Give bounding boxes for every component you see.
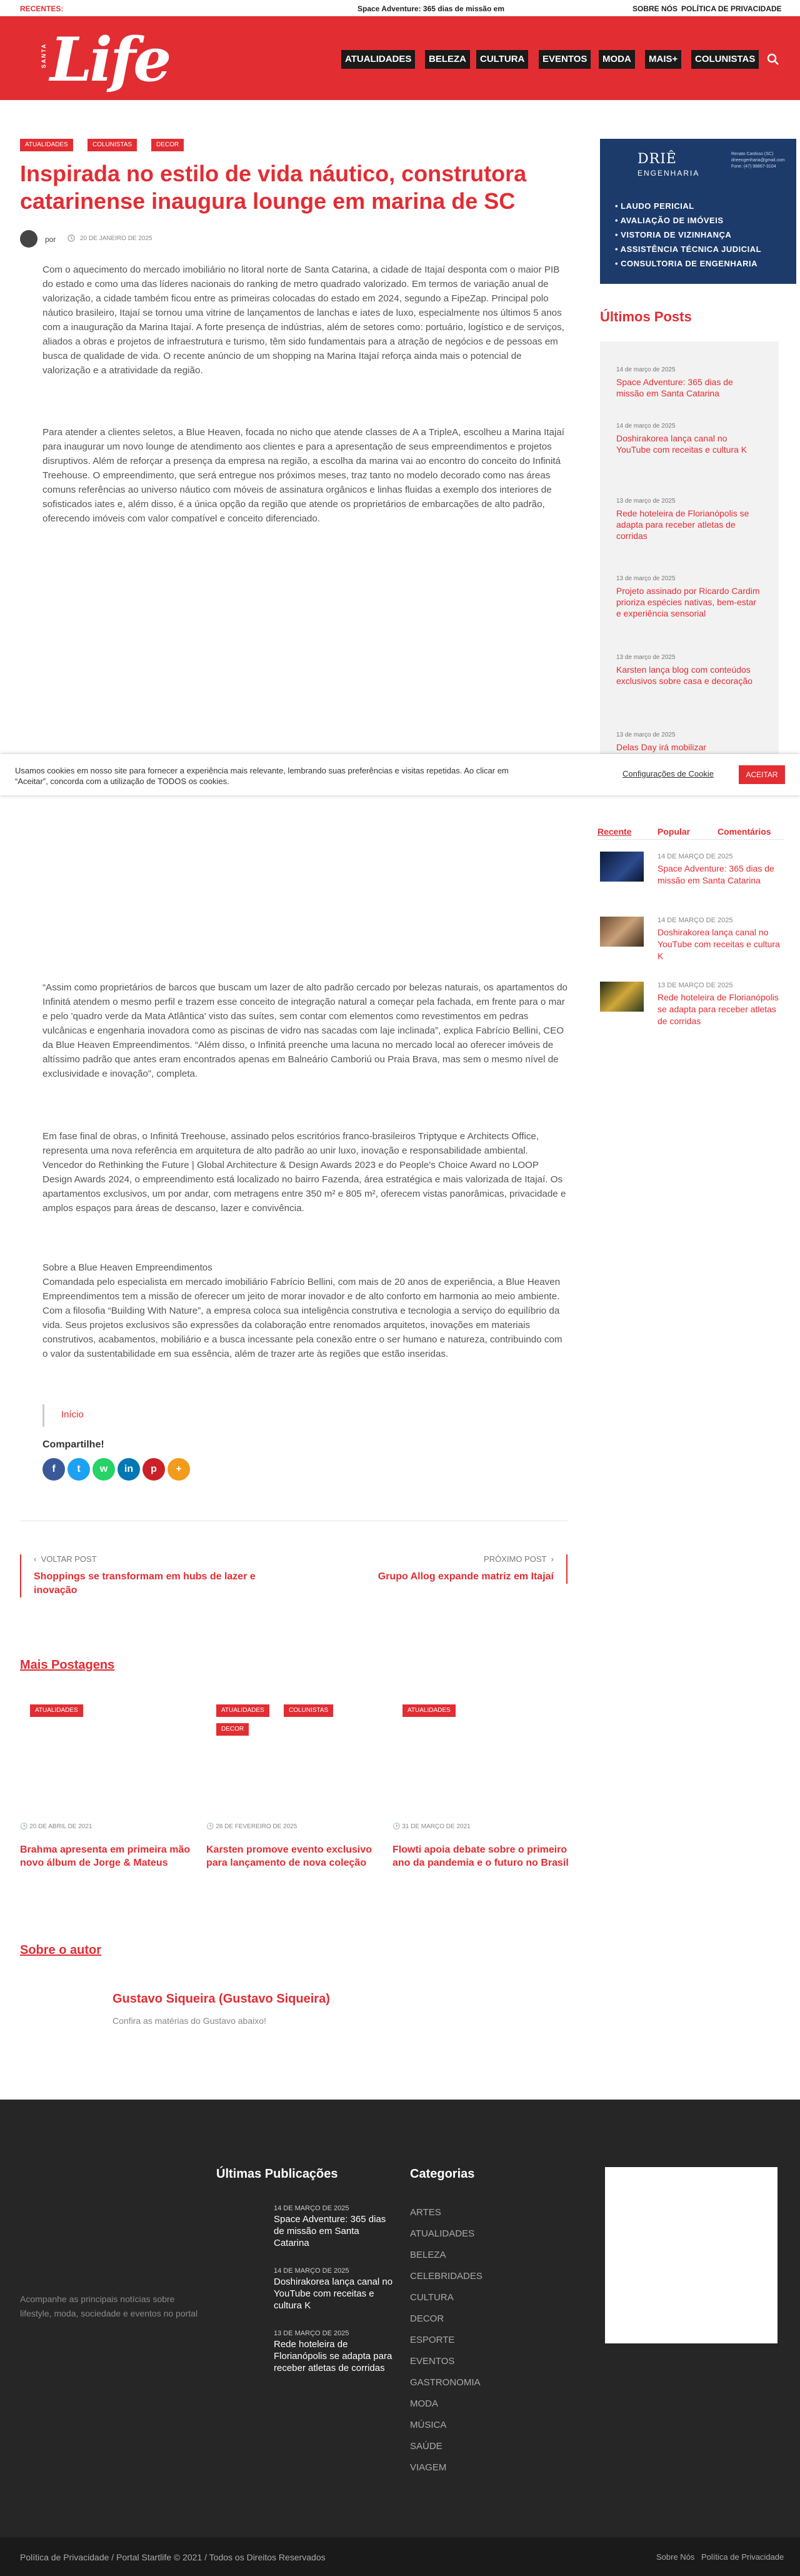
- more-post-tag[interactable]: ATUALIDADES: [216, 1704, 269, 1717]
- footer-category-link[interactable]: DECOR: [410, 2313, 444, 2324]
- footer-post-date: 14 DE MARÇO DE 2025: [274, 2205, 349, 2212]
- more-post-title[interactable]: Flowti apoia debate sobre o primeiro ano da pandemia e o futuro no Brasil: [392, 1844, 569, 1868]
- pinterest-share-icon[interactable]: p: [142, 1458, 165, 1481]
- footer-category-link[interactable]: MÚSICA: [410, 2420, 447, 2430]
- tab-post-title[interactable]: Rede hoteleira de Florianópolis se adapta para receber atletas de corridas: [658, 992, 779, 1026]
- clock-icon: [68, 234, 75, 242]
- latest-post-date: 14 de março de 2025: [616, 366, 676, 373]
- tab-post-title[interactable]: Doshirakorea lança canal no YouTube com receitas e cultura K: [658, 927, 780, 961]
- tag-colunistas[interactable]: COLUNISTAS: [88, 139, 137, 151]
- previous-post-label: ‹ VOLTAR POST: [34, 1554, 97, 1564]
- previous-post-link[interactable]: [20, 1554, 282, 1597]
- cookie-banner: [0, 754, 800, 795]
- cookie-settings-link[interactable]: Configurações de Cookie: [622, 769, 714, 778]
- more-post-title[interactable]: Brahma apresenta em primeira mão novo álbum de Jorge & Mateus: [20, 1844, 191, 1868]
- latest-post-title[interactable]: Delas Day irá mobilizar: [616, 742, 706, 752]
- latest-post-title[interactable]: Doshirakorea lança canal no YouTube com receitas e cultura K: [616, 433, 748, 455]
- latest-post-title[interactable]: Projeto assinado por Ricardo Cardim prioriza espécies nativas, bem-estar e experiência sensorial: [616, 586, 760, 618]
- site-logo[interactable]: Life: [50, 24, 169, 95]
- ad-contact: Renato Cardoso (SC) drieengenharia@gmail.com Fone: (47) 98867-3104: [731, 152, 785, 169]
- bottom-link-about[interactable]: Sobre Nós: [656, 2552, 695, 2562]
- footer-widget-box: [605, 2167, 778, 2343]
- tab-post-thumbnail[interactable]: [600, 852, 644, 882]
- more-post-card[interactable]: [392, 1698, 570, 1839]
- ad-line: • ASSISTÊNCIA TÉCNICA JUDICIAL: [615, 244, 762, 254]
- footer-category-link[interactable]: VIAGEM: [410, 2462, 447, 2473]
- footer-post-title[interactable]: Doshirakorea lança canal no YouTube com receitas e cultura K: [274, 2277, 393, 2311]
- tag-decor[interactable]: DECOR: [151, 139, 184, 151]
- tab-popular[interactable]: Popular: [658, 827, 691, 837]
- latest-post-date: 13 de março de 2025: [616, 575, 676, 582]
- article-paragraph-1: Com o aquecimento do mercado imobiliário no litoral norte de Santa Catarina, a cidade de Itajaí desponta com o maior PIB do estado e como uma das líderes nacionais do ranking de metro quadrado valorizado. Em termos de variação anual de valorização, a cidade também ficou entre as primeiras colocadas do estado em 2024, segundo a FipeZap. Principal polo náutico brasileiro, Itajaí se tornou uma vitrine de lançamentos de lanchas e iates de luxo, especialmente nos últimos 5 anos com a inauguração da Marina Itajaí. A forte presença de indústrias, além de setores como: portuário, logístico e de serviços, aliados a obras e projetos de infraestrutura e turismo, têm sido fundamentais para a atração de negócios e de pessoas em busca de qualidade de vida. O recente anúncio de um shopping na Marina Itajaí reforça ainda mais o potencial de valorização e a atratividade da região.: [42, 264, 564, 376]
- latest-post-title[interactable]: Karsten lança blog com conteúdos exclusivos sobre casa e decoração: [616, 665, 752, 686]
- footer-post-date: 14 DE MARÇO DE 2025: [274, 2267, 349, 2275]
- footer-category-link[interactable]: CELEBRIDADES: [410, 2271, 482, 2282]
- advertisement-banner[interactable]: [600, 139, 796, 284]
- footer-category-link[interactable]: BELEZA: [410, 2250, 446, 2260]
- quote-bar: [42, 1404, 44, 1427]
- footer-post-date: 13 DE MARÇO DE 2025: [274, 2330, 349, 2337]
- nav-beleza[interactable]: BELEZA: [425, 50, 470, 69]
- tab-recente[interactable]: Recente: [598, 827, 632, 837]
- ad-line: • LAUDO PERICIAL: [615, 201, 694, 211]
- more-post-date: 🕒 31 DE MARÇO DE 2021: [392, 1823, 471, 1830]
- nav-eventos[interactable]: EVENTOS: [539, 50, 591, 69]
- more-post-tag[interactable]: ATUALIDADES: [30, 1704, 83, 1717]
- tab-post-date: 13 DE MARÇO DE 2025: [658, 982, 733, 989]
- footer-category-link[interactable]: MODA: [410, 2398, 438, 2409]
- ad-brand-sub: ENGENHARIA: [638, 169, 700, 178]
- main-nav: [341, 50, 760, 69]
- footer-post-title[interactable]: Rede hoteleira de Florianópolis se adapta para receber atletas de corridas: [274, 2339, 392, 2373]
- footer-category-link[interactable]: CULTURA: [410, 2292, 454, 2303]
- footer-category-link[interactable]: ATUALIDADES: [410, 2228, 475, 2239]
- ticker-link[interactable]: Space Adventure: 365 dias de missão em: [358, 4, 504, 13]
- top-bar: [0, 0, 800, 16]
- search-icon[interactable]: [766, 53, 780, 66]
- footer-category-link[interactable]: GASTRONOMIA: [410, 2377, 481, 2388]
- tabs-divider: [598, 839, 784, 840]
- footer-publications-title: Últimas Publicações: [216, 2167, 338, 2181]
- linkedin-share-icon[interactable]: in: [118, 1458, 140, 1481]
- author-description: Confira as matérias do Gustavo abaixo!: [112, 2016, 266, 2026]
- cookie-accept-button[interactable]: ACEITAR: [739, 765, 785, 784]
- article-paragraph-5: Comandada pelo especialista em mercado imobiliário Fabrício Bellini, com mais de 20 anos de experiência, a Blue Heaven Empreendimentos tem a missão de oferecer um jeito de morar inovador e de alto conforto em harmonia ao meio ambiente. Com a filosofia “Building With Nature”, a empresa coloca sua inteligência construtiva e tecnologia a serviço do equilíbrio da vida. Seus projetos exclusivos são expressões da colaboração entre renomados arquitetos, inovações em materiais construtivos, acabamentos, mobiliário e a busca incessante pela conexão entre o ser humano e natureza, contribuindo com o valor da sustentabilidade em sua essência, além de trazer arte às regiões que estão inseridas.: [42, 1277, 562, 1359]
- latest-post-date: 13 de março de 2025: [616, 498, 676, 505]
- twitter-share-icon[interactable]: t: [68, 1458, 90, 1481]
- more-post-tag[interactable]: COLUNISTAS: [284, 1704, 333, 1717]
- site-header: [0, 16, 800, 100]
- footer-category-link[interactable]: EVENTOS: [410, 2356, 455, 2367]
- latest-post-date: 13 de março de 2025: [616, 732, 676, 738]
- cookie-text: Usamos cookies em nosso site para fornecer a experiência mais relevante, lembrando suas preferências e visitas repetidas. Ao clicar em “Aceitar”, concorda com a utilização de TODOS os cookies.: [15, 766, 509, 786]
- more-post-date: 🕒 28 DE FEVEREIRO DE 2025: [206, 1823, 298, 1830]
- bottom-link-privacy[interactable]: Política de Privacidade: [701, 2552, 784, 2562]
- nav-atualidades[interactable]: ATUALIDADES: [341, 50, 415, 69]
- bottom-bar: [0, 2537, 800, 2576]
- latest-post-date: 13 de março de 2025: [616, 654, 676, 661]
- ad-brand: DRIÊ: [638, 151, 677, 167]
- tab-post-date: 14 DE MARÇO DE 2025: [658, 917, 733, 924]
- inicio-link[interactable]: Início: [61, 1409, 84, 1420]
- nav-mais[interactable]: MAIS+: [645, 50, 681, 69]
- latest-post-date: 14 de março de 2025: [616, 423, 676, 430]
- more-share-icon[interactable]: +: [168, 1458, 190, 1481]
- whatsapp-share-icon[interactable]: w: [92, 1458, 115, 1481]
- footer-categories-title: Categorias: [410, 2167, 475, 2181]
- facebook-share-icon[interactable]: f: [42, 1458, 65, 1481]
- next-post-label: PRÓXIMO POST ›: [484, 1554, 554, 1564]
- footer-post-title[interactable]: Space Adventure: 365 dias de missão em Santa Catarina: [274, 2214, 386, 2248]
- next-post-link[interactable]: [282, 1554, 568, 1584]
- tag-atualidades[interactable]: ATUALIDADES: [20, 139, 73, 151]
- article-paragraph-3: “Assim como proprietários de barcos que buscam um lazer de alto padrão cercado por belezas naturais, os apartamentos do Infinitá atendem o mesmo perfil e trazem esse conceito de integração natural a começar pela fachada, em frente para o mar e pelo 'quadro verde da Mata Atlântica' visto das suítes, sem contar com elementos como revestimentos em pedras vulcânicas e engenharia inovadora como as piscinas de vidro nas sacadas com laje inclinada”, explica Fabrício Bellini, CEO da Blue Heaven Empreendimentos. “Além disso, o Infinitá preenche uma lacuna no mercado local ao oferecer imóveis de altíssimo padrão que antes eram encontrados apenas em Balneário Camboriú ou Praia Brava, mas sem o mesmo nível de exclusividade e inovação”, completa.: [42, 982, 568, 1079]
- previous-post-title: Shoppings se transformam em hubs de lazer e inovação: [34, 1571, 256, 1596]
- more-post-date: 🕒 20 DE ABRIL DE 2021: [20, 1823, 92, 1830]
- more-post-card[interactable]: [206, 1698, 384, 1839]
- footer-category-link[interactable]: ARTES: [410, 2207, 441, 2218]
- author-avatar: [20, 230, 38, 248]
- latest-post-title[interactable]: Space Adventure: 365 dias de missão em Santa Catarina: [616, 377, 733, 398]
- footer-intro: Acompanhe as principais notícias sobre lifestyle, moda, sociedade e eventos no portal: [20, 2294, 198, 2318]
- tab-post-date: 14 DE MARÇO DE 2025: [658, 853, 733, 860]
- more-post-title[interactable]: Karsten promove evento exclusivo para lançamento de nova coleção: [206, 1844, 372, 1868]
- copyright: Política de Privacidade / Portal Startlife © 2021 / Todos os Direitos Reservados: [20, 2552, 326, 2562]
- tab-post-thumbnail[interactable]: [600, 982, 644, 1012]
- next-post-title: Grupo Allog expande matriz em Itajaí: [378, 1571, 554, 1582]
- article-date: 20 DE JANEIRO DE 2025: [80, 235, 152, 242]
- tab-post-thumbnail[interactable]: [600, 917, 644, 947]
- more-post-card[interactable]: [20, 1698, 198, 1839]
- more-post-tag[interactable]: ATUALIDADES: [402, 1704, 456, 1717]
- recent-label: RECENTES:: [20, 4, 64, 13]
- logo-small-text: SANTA: [41, 43, 48, 69]
- author-section-title: Sobre o autor: [20, 1943, 102, 1957]
- footer-category-link[interactable]: SAÚDE: [410, 2441, 442, 2452]
- article-subheading: Sobre a Blue Heaven Empreendimentos: [42, 1262, 212, 1273]
- ad-line: • AVALIAÇÃO DE IMÓVEIS: [615, 216, 724, 225]
- tab-post-title[interactable]: Space Adventure: 365 dias de missão em Santa Catarina: [658, 863, 774, 885]
- article-paragraph-2: Para atender a clientes seletos, a Blue Heaven, focada no nicho que atende classes de A a TripleA, escolheu a Marina Itajaí para inaugurar um novo lounge de atendimento aos clientes e para a apresentação de seus empreendimentos e projetos disruptivos. Além de reforçar a presença da empresa na região, a escolha da marina vai ao encontro do conceito do Infinitá Treehouse. O empreendimento, que será entregue nos próximos meses, traz tanto no modelo decorado como nas áreas comuns referências ao universo náutico com móveis de assinatura orgânicos e linhas fluidas a exemplo dos interiores de sofisticados iates e, além disso, é a única opção da região que atende os proprietários de embarcações de alto padrão, oferecendo imóveis com valor compatível e conceito diferenciado.: [42, 427, 564, 524]
- author-name[interactable]: Gustavo Siqueira (Gustavo Siqueira): [112, 1992, 330, 2006]
- share-title: Compartilhe!: [42, 1439, 104, 1450]
- ad-line: • VISTORIA DE VIZINHANÇA: [615, 230, 732, 239]
- more-posts-title: Mais Postagens: [20, 1658, 115, 1672]
- article-title: Inspirada no estilo de vida náutico, construtora catarinense inaugura lounge em marina de SC: [20, 161, 527, 214]
- footer-category-link[interactable]: ESPORTE: [410, 2335, 455, 2345]
- ad-line: • CONSULTORIA DE ENGENHARIA: [615, 259, 758, 268]
- latest-posts-title: Últimos Posts: [600, 309, 692, 325]
- top-link-about[interactable]: SOBRE NÓS: [632, 4, 678, 13]
- nav-colunistas[interactable]: COLUNISTAS: [691, 50, 759, 69]
- byline-prefix: por: [45, 235, 56, 244]
- nav-moda[interactable]: MODA: [599, 50, 635, 69]
- top-link-privacy[interactable]: POLÍTICA DE PRIVACIDADE: [681, 4, 782, 13]
- more-post-tag[interactable]: DECOR: [216, 1723, 249, 1736]
- tab-comentarios[interactable]: Comentários: [718, 827, 771, 837]
- nav-cultura[interactable]: CULTURA: [476, 50, 528, 69]
- article-paragraph-4: Em fase final de obras, o Infinitá Treehouse, assinado pelos escritórios franco-brasileiros Triptyque e Architects Office, representa uma nova referência em arquitetura de alto padrão ao unir luxo, inovação e responsabilidade ambiental. Vencedor do Rethinking the Future | Global Architecture & Design Awards 2023 e do People's Choice Award no LOOP Design Awards 2024, o empreendimento está localizado no bairro Fazenda, área estratégica e mais valorizada de Itajaí. Os apartamentos exclusivos, um por andar, com metragens entre 350 m² e 805 m², oferecem vistas panorâmicas, privacidade e amplos espaços para áreas de descanso, lazer e convivência.: [42, 1131, 566, 1214]
- latest-post-title[interactable]: Rede hoteleira de Florianópolis se adapta para receber atletas de corridas: [616, 508, 749, 541]
- latest-posts-box: [600, 341, 779, 754]
